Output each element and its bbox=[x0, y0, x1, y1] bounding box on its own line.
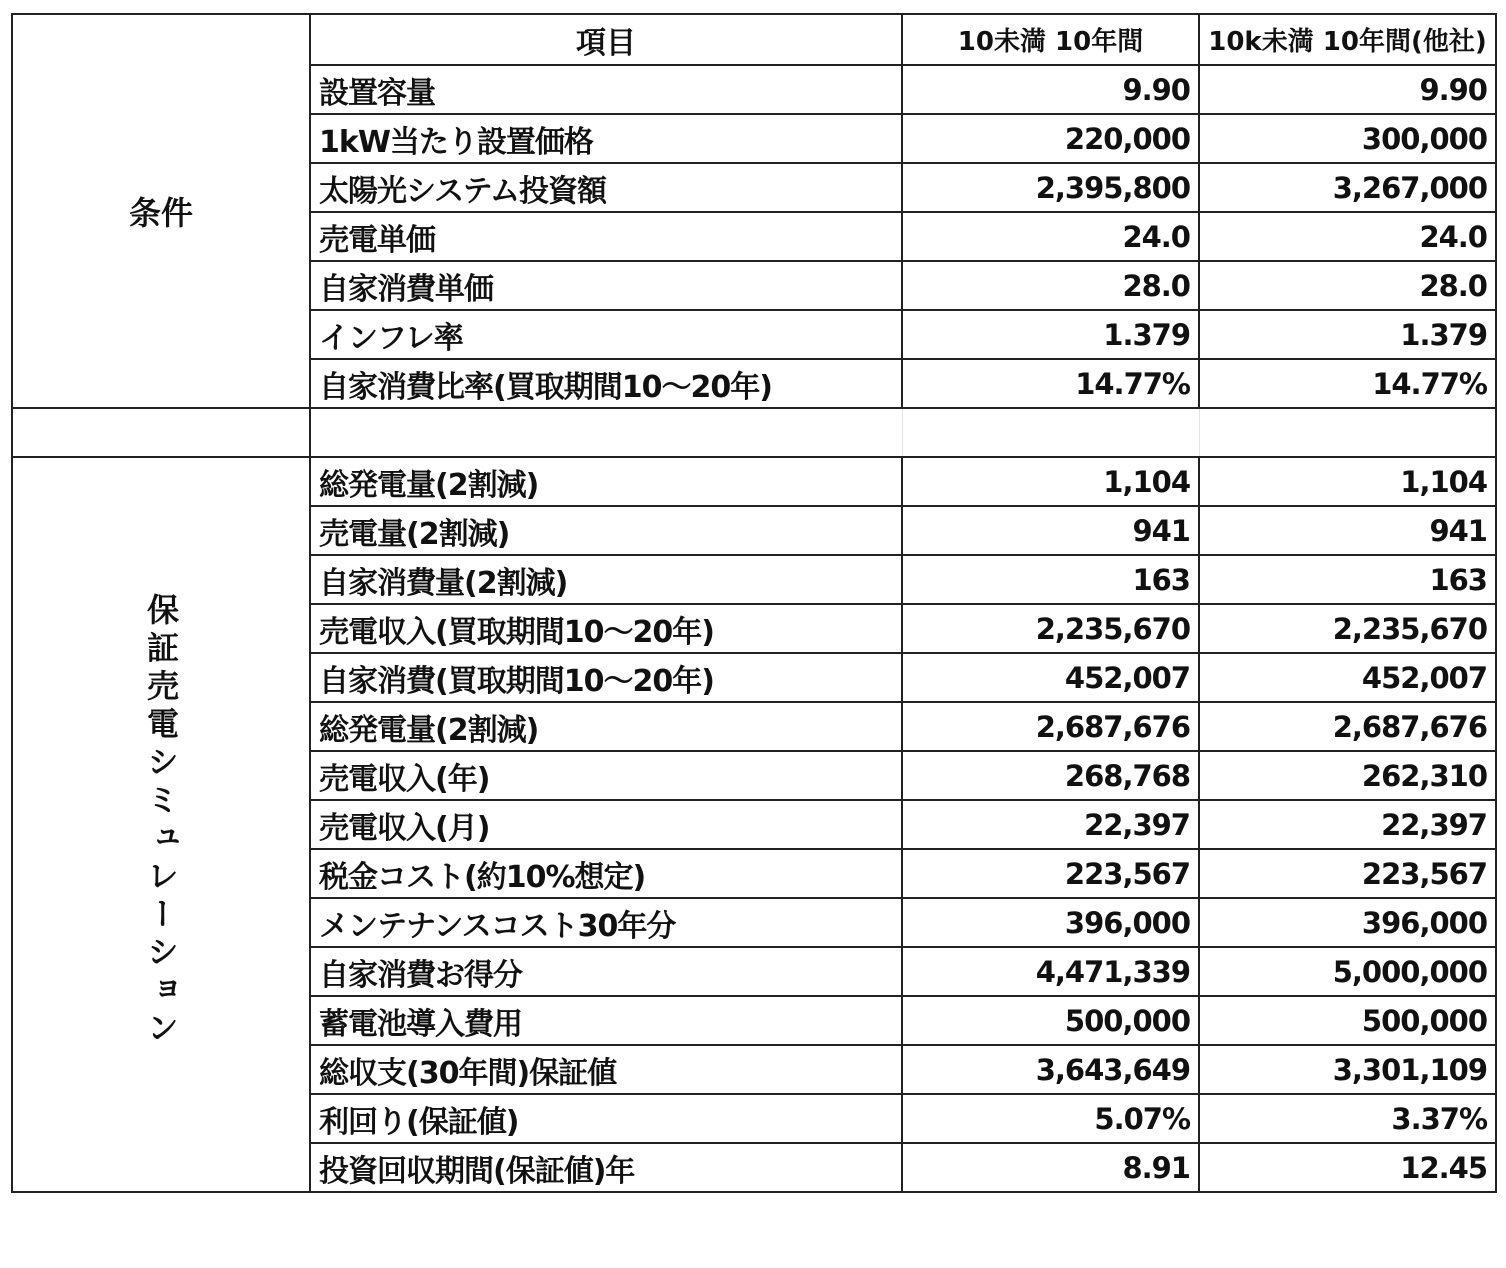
row-label: 売電収入(年) bbox=[310, 751, 902, 800]
row-value-col2: 223,567 bbox=[1199, 849, 1496, 898]
row-label: 自家消費(買取期間10～20年) bbox=[310, 653, 902, 702]
row-value-col2: 300,000 bbox=[1199, 114, 1496, 163]
row-label: 総発電量(2割減) bbox=[310, 457, 902, 506]
row-label: 売電収入(月) bbox=[310, 800, 902, 849]
row-label: 自家消費お得分 bbox=[310, 947, 902, 996]
row-value-col2: 9.90 bbox=[1199, 65, 1496, 114]
row-value-col2: 14.77% bbox=[1199, 359, 1496, 408]
row-value-col2: 396,000 bbox=[1199, 898, 1496, 947]
row-label: 税金コスト(約10%想定) bbox=[310, 849, 902, 898]
header-row bbox=[12, 14, 1496, 65]
row-value-col2: 2,687,676 bbox=[1199, 702, 1496, 751]
row-label: 自家消費比率(買取期間10～20年) bbox=[310, 359, 902, 408]
row-label: 売電収入(買取期間10～20年) bbox=[310, 604, 902, 653]
section-simulation-cell bbox=[12, 457, 310, 1192]
row-value-col2: 12.45 bbox=[1199, 1143, 1496, 1192]
row-value-col2: 452,007 bbox=[1199, 653, 1496, 702]
row-label: 1kW当たり設置価格 bbox=[310, 114, 902, 163]
row-value-col1: 2,687,676 bbox=[902, 702, 1199, 751]
row-value-col1: 396,000 bbox=[902, 898, 1199, 947]
row-label: 売電量(2割減) bbox=[310, 506, 902, 555]
row-value-col1: 4,471,339 bbox=[902, 947, 1199, 996]
spacer-cell bbox=[1199, 408, 1496, 457]
row-value-col1: 9.90 bbox=[902, 65, 1199, 114]
row-value-col1: 28.0 bbox=[902, 261, 1199, 310]
row-label: 太陽光システム投資額 bbox=[310, 163, 902, 212]
header-item: 項目 bbox=[310, 14, 902, 65]
row-value-col2: 28.0 bbox=[1199, 261, 1496, 310]
row-value-col1: 2,395,800 bbox=[902, 163, 1199, 212]
row-label: メンテナンスコスト30年分 bbox=[310, 898, 902, 947]
row-value-col1: 5.07% bbox=[902, 1094, 1199, 1143]
section-conditions-label: 条件 bbox=[128, 194, 193, 232]
row-value-col1: 452,007 bbox=[902, 653, 1199, 702]
section-simulation-label: 保証売電シミュレーション bbox=[142, 592, 180, 1049]
row-value-col2: 1,104 bbox=[1199, 457, 1496, 506]
spacer-cell bbox=[310, 408, 902, 457]
header-col1: 10未満 10年間 bbox=[902, 14, 1199, 65]
row-value-col1: 2,235,670 bbox=[902, 604, 1199, 653]
row-value-col1: 24.0 bbox=[902, 212, 1199, 261]
row-value-col1: 14.77% bbox=[902, 359, 1199, 408]
row-value-col2: 262,310 bbox=[1199, 751, 1496, 800]
row-value-col1: 268,768 bbox=[902, 751, 1199, 800]
row-label: 売電単価 bbox=[310, 212, 902, 261]
row-value-col1: 163 bbox=[902, 555, 1199, 604]
row-value-col1: 8.91 bbox=[902, 1143, 1199, 1192]
spacer-row bbox=[12, 408, 1496, 457]
table-row bbox=[12, 457, 1496, 506]
row-value-col1: 1,104 bbox=[902, 457, 1199, 506]
row-value-col2: 22,397 bbox=[1199, 800, 1496, 849]
row-label: 総収支(30年間)保証値 bbox=[310, 1045, 902, 1094]
row-value-col2: 5,000,000 bbox=[1199, 947, 1496, 996]
row-value-col2: 941 bbox=[1199, 506, 1496, 555]
row-value-col2: 3,301,109 bbox=[1199, 1045, 1496, 1094]
row-value-col2: 1.379 bbox=[1199, 310, 1496, 359]
row-label: 利回り(保証値) bbox=[310, 1094, 902, 1143]
spacer-cell bbox=[12, 408, 310, 457]
row-value-col1: 1.379 bbox=[902, 310, 1199, 359]
row-label: インフレ率 bbox=[310, 310, 902, 359]
row-value-col1: 500,000 bbox=[902, 996, 1199, 1045]
row-label: 自家消費量(2割減) bbox=[310, 555, 902, 604]
header-col2: 10k未満 10年間(他社) bbox=[1199, 14, 1496, 65]
row-value-col1: 941 bbox=[902, 506, 1199, 555]
row-value-col1: 22,397 bbox=[902, 800, 1199, 849]
row-label: 投資回収期間(保証値)年 bbox=[310, 1143, 902, 1192]
row-value-col1: 220,000 bbox=[902, 114, 1199, 163]
row-value-col2: 24.0 bbox=[1199, 212, 1496, 261]
spacer-cell bbox=[902, 408, 1199, 457]
row-value-col1: 3,643,649 bbox=[902, 1045, 1199, 1094]
row-value-col2: 2,235,670 bbox=[1199, 604, 1496, 653]
row-label: 設置容量 bbox=[310, 65, 902, 114]
row-value-col1: 223,567 bbox=[902, 849, 1199, 898]
simulation-table bbox=[11, 13, 1497, 1193]
row-value-col2: 500,000 bbox=[1199, 996, 1496, 1045]
row-label: 自家消費単価 bbox=[310, 261, 902, 310]
row-label: 総発電量(2割減) bbox=[310, 702, 902, 751]
row-value-col2: 163 bbox=[1199, 555, 1496, 604]
row-value-col2: 3,267,000 bbox=[1199, 163, 1496, 212]
section-label-cell bbox=[12, 14, 310, 408]
row-label: 蓄電池導入費用 bbox=[310, 996, 902, 1045]
row-value-col2: 3.37% bbox=[1199, 1094, 1496, 1143]
